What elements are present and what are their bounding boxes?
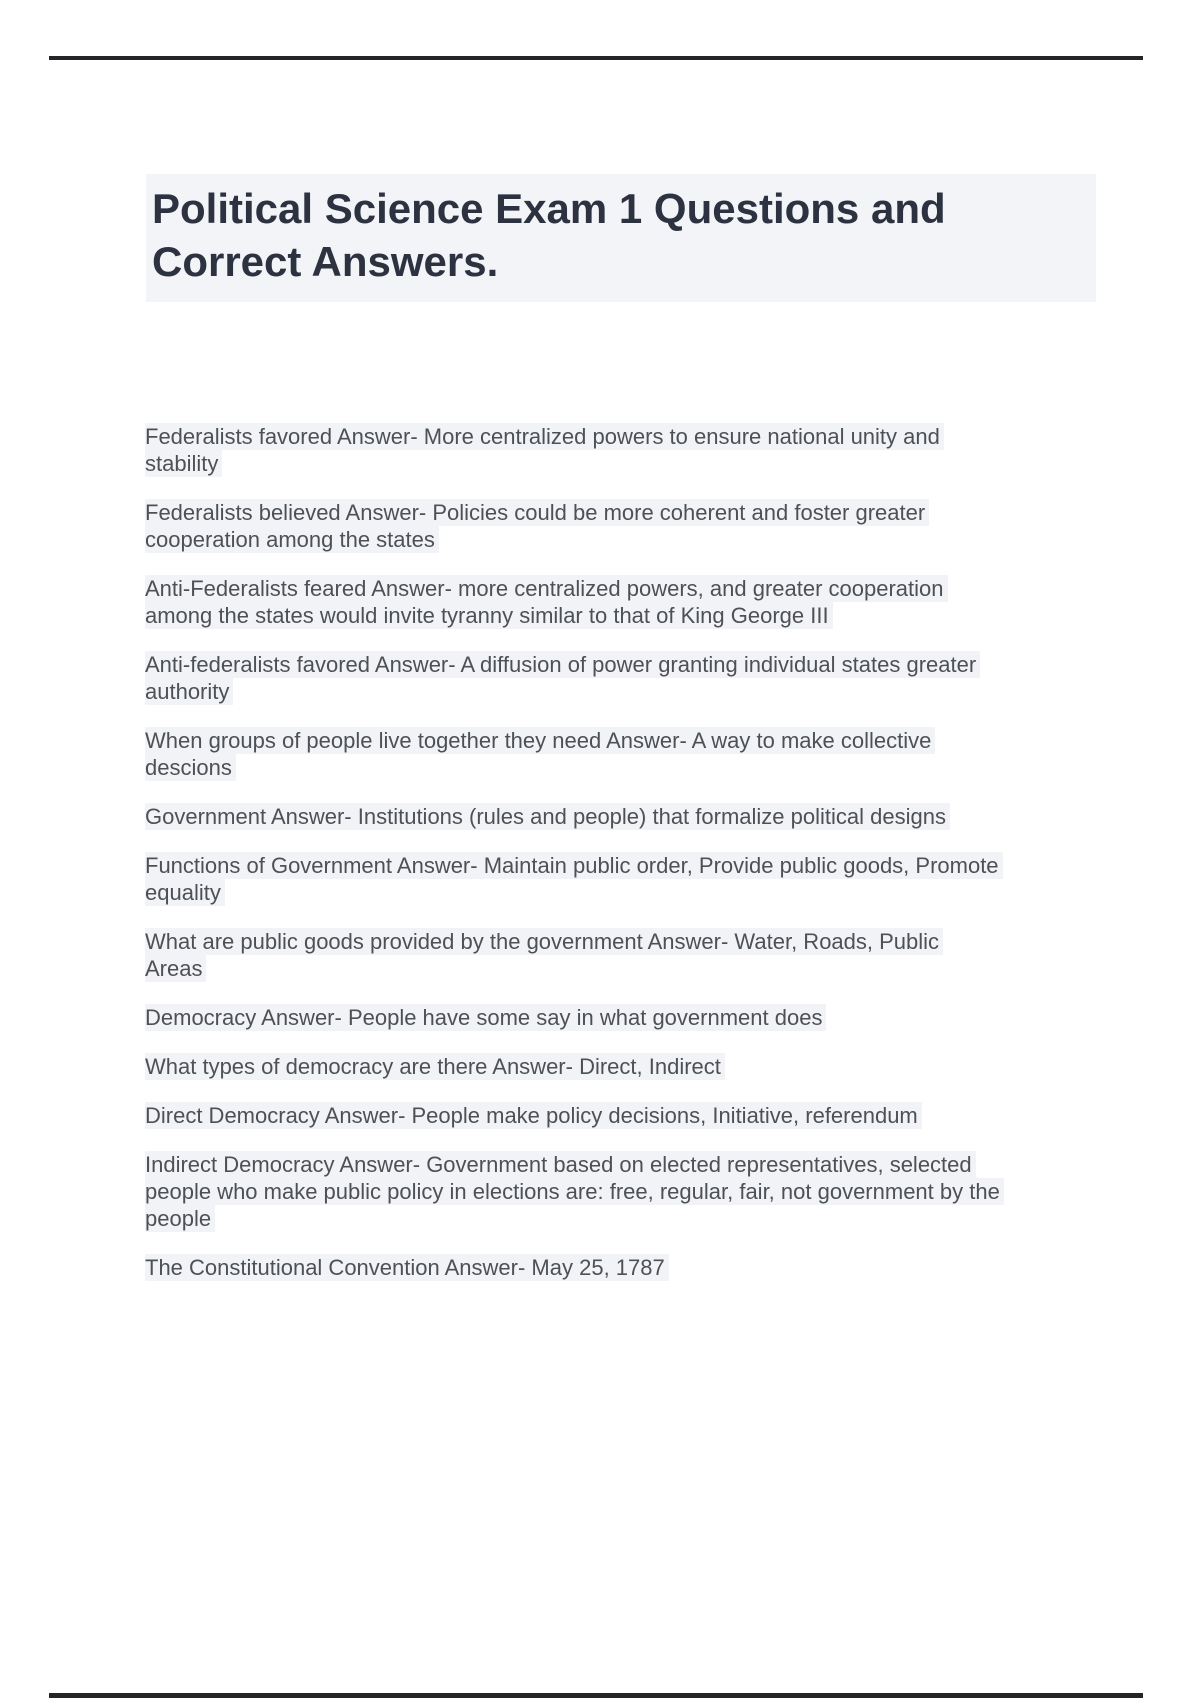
qa-paragraph [145,499,1150,553]
qa-line-row [145,928,1150,955]
qa-list [145,423,1150,1303]
qa-line-row [145,727,1150,754]
qa-line-row [145,678,1150,705]
qa-line-row [145,1205,1150,1232]
qa-line: equality [145,879,225,906]
qa-line-row [145,803,1150,830]
qa-paragraph [145,928,1150,982]
qa-paragraph [145,727,1150,781]
qa-line-row [145,651,1150,678]
qa-line: What are public goods provided by the government Answer- Water, Roads, Public [145,928,943,955]
qa-paragraph [145,651,1150,705]
qa-line-row [145,879,1150,906]
qa-line: people [145,1205,215,1232]
qa-paragraph [145,1254,1150,1281]
qa-line-row [145,450,1150,477]
qa-line-row [145,1102,1150,1129]
qa-paragraph [145,1053,1150,1080]
bottom-divider [49,1693,1143,1698]
qa-line-row [145,575,1150,602]
qa-paragraph [145,575,1150,629]
qa-paragraph [145,852,1150,906]
qa-line: cooperation among the states [145,526,439,553]
qa-line-row [145,1004,1150,1031]
qa-line: Anti-Federalists feared Answer- more centralized powers, and greater cooperation [145,575,948,602]
page-title [146,174,1096,302]
qa-line: The Constitutional Convention Answer- May 25, 1787 [145,1254,669,1281]
qa-line: Direct Democracy Answer- People make policy decisions, Initiative, referendum [145,1102,922,1129]
qa-line: Areas [145,955,206,982]
qa-line: Functions of Government Answer- Maintain public order, Provide public goods, Promote [145,852,1003,879]
qa-paragraph [145,1102,1150,1129]
qa-line-row [145,1254,1150,1281]
qa-paragraph [145,423,1150,477]
qa-line-row [145,499,1150,526]
qa-line-row [145,423,1150,450]
top-divider [49,56,1143,60]
qa-line: Democracy Answer- People have some say in what government does [145,1004,826,1031]
qa-paragraph [145,1004,1150,1031]
page-title-line-1: Political Science Exam 1 Questions and [152,185,946,232]
page-title-line-2: Correct Answers. [152,238,499,285]
qa-line-row [145,852,1150,879]
qa-line-row [145,526,1150,553]
qa-line-row [145,602,1150,629]
qa-line: What types of democracy are there Answer- Direct, Indirect [145,1053,725,1080]
qa-line: among the states would invite tyranny similar to that of King George III [145,602,833,629]
qa-line-row [145,1053,1150,1080]
qa-line: Government Answer- Institutions (rules and people) that formalize political designs [145,803,950,830]
qa-line: Federalists favored Answer- More centralized powers to ensure national unity and [145,423,944,450]
qa-paragraph [145,1151,1150,1232]
qa-line: people who make public policy in elections are: free, regular, fair, not government by the [145,1178,1004,1205]
qa-line: descions [145,754,236,781]
qa-line: When groups of people live together they need Answer- A way to make collective [145,727,935,754]
qa-line-row [145,1178,1150,1205]
qa-line: stability [145,450,222,477]
qa-paragraph [145,803,1150,830]
qa-line: Federalists believed Answer- Policies could be more coherent and foster greater [145,499,929,526]
qa-line: Indirect Democracy Answer- Government based on elected representatives, selected [145,1151,976,1178]
qa-line-row [145,754,1150,781]
qa-line-row [145,1151,1150,1178]
qa-line-row [145,955,1150,982]
qa-line: authority [145,678,233,705]
qa-line: Anti-federalists favored Answer- A diffusion of power granting individual states greater [145,651,980,678]
